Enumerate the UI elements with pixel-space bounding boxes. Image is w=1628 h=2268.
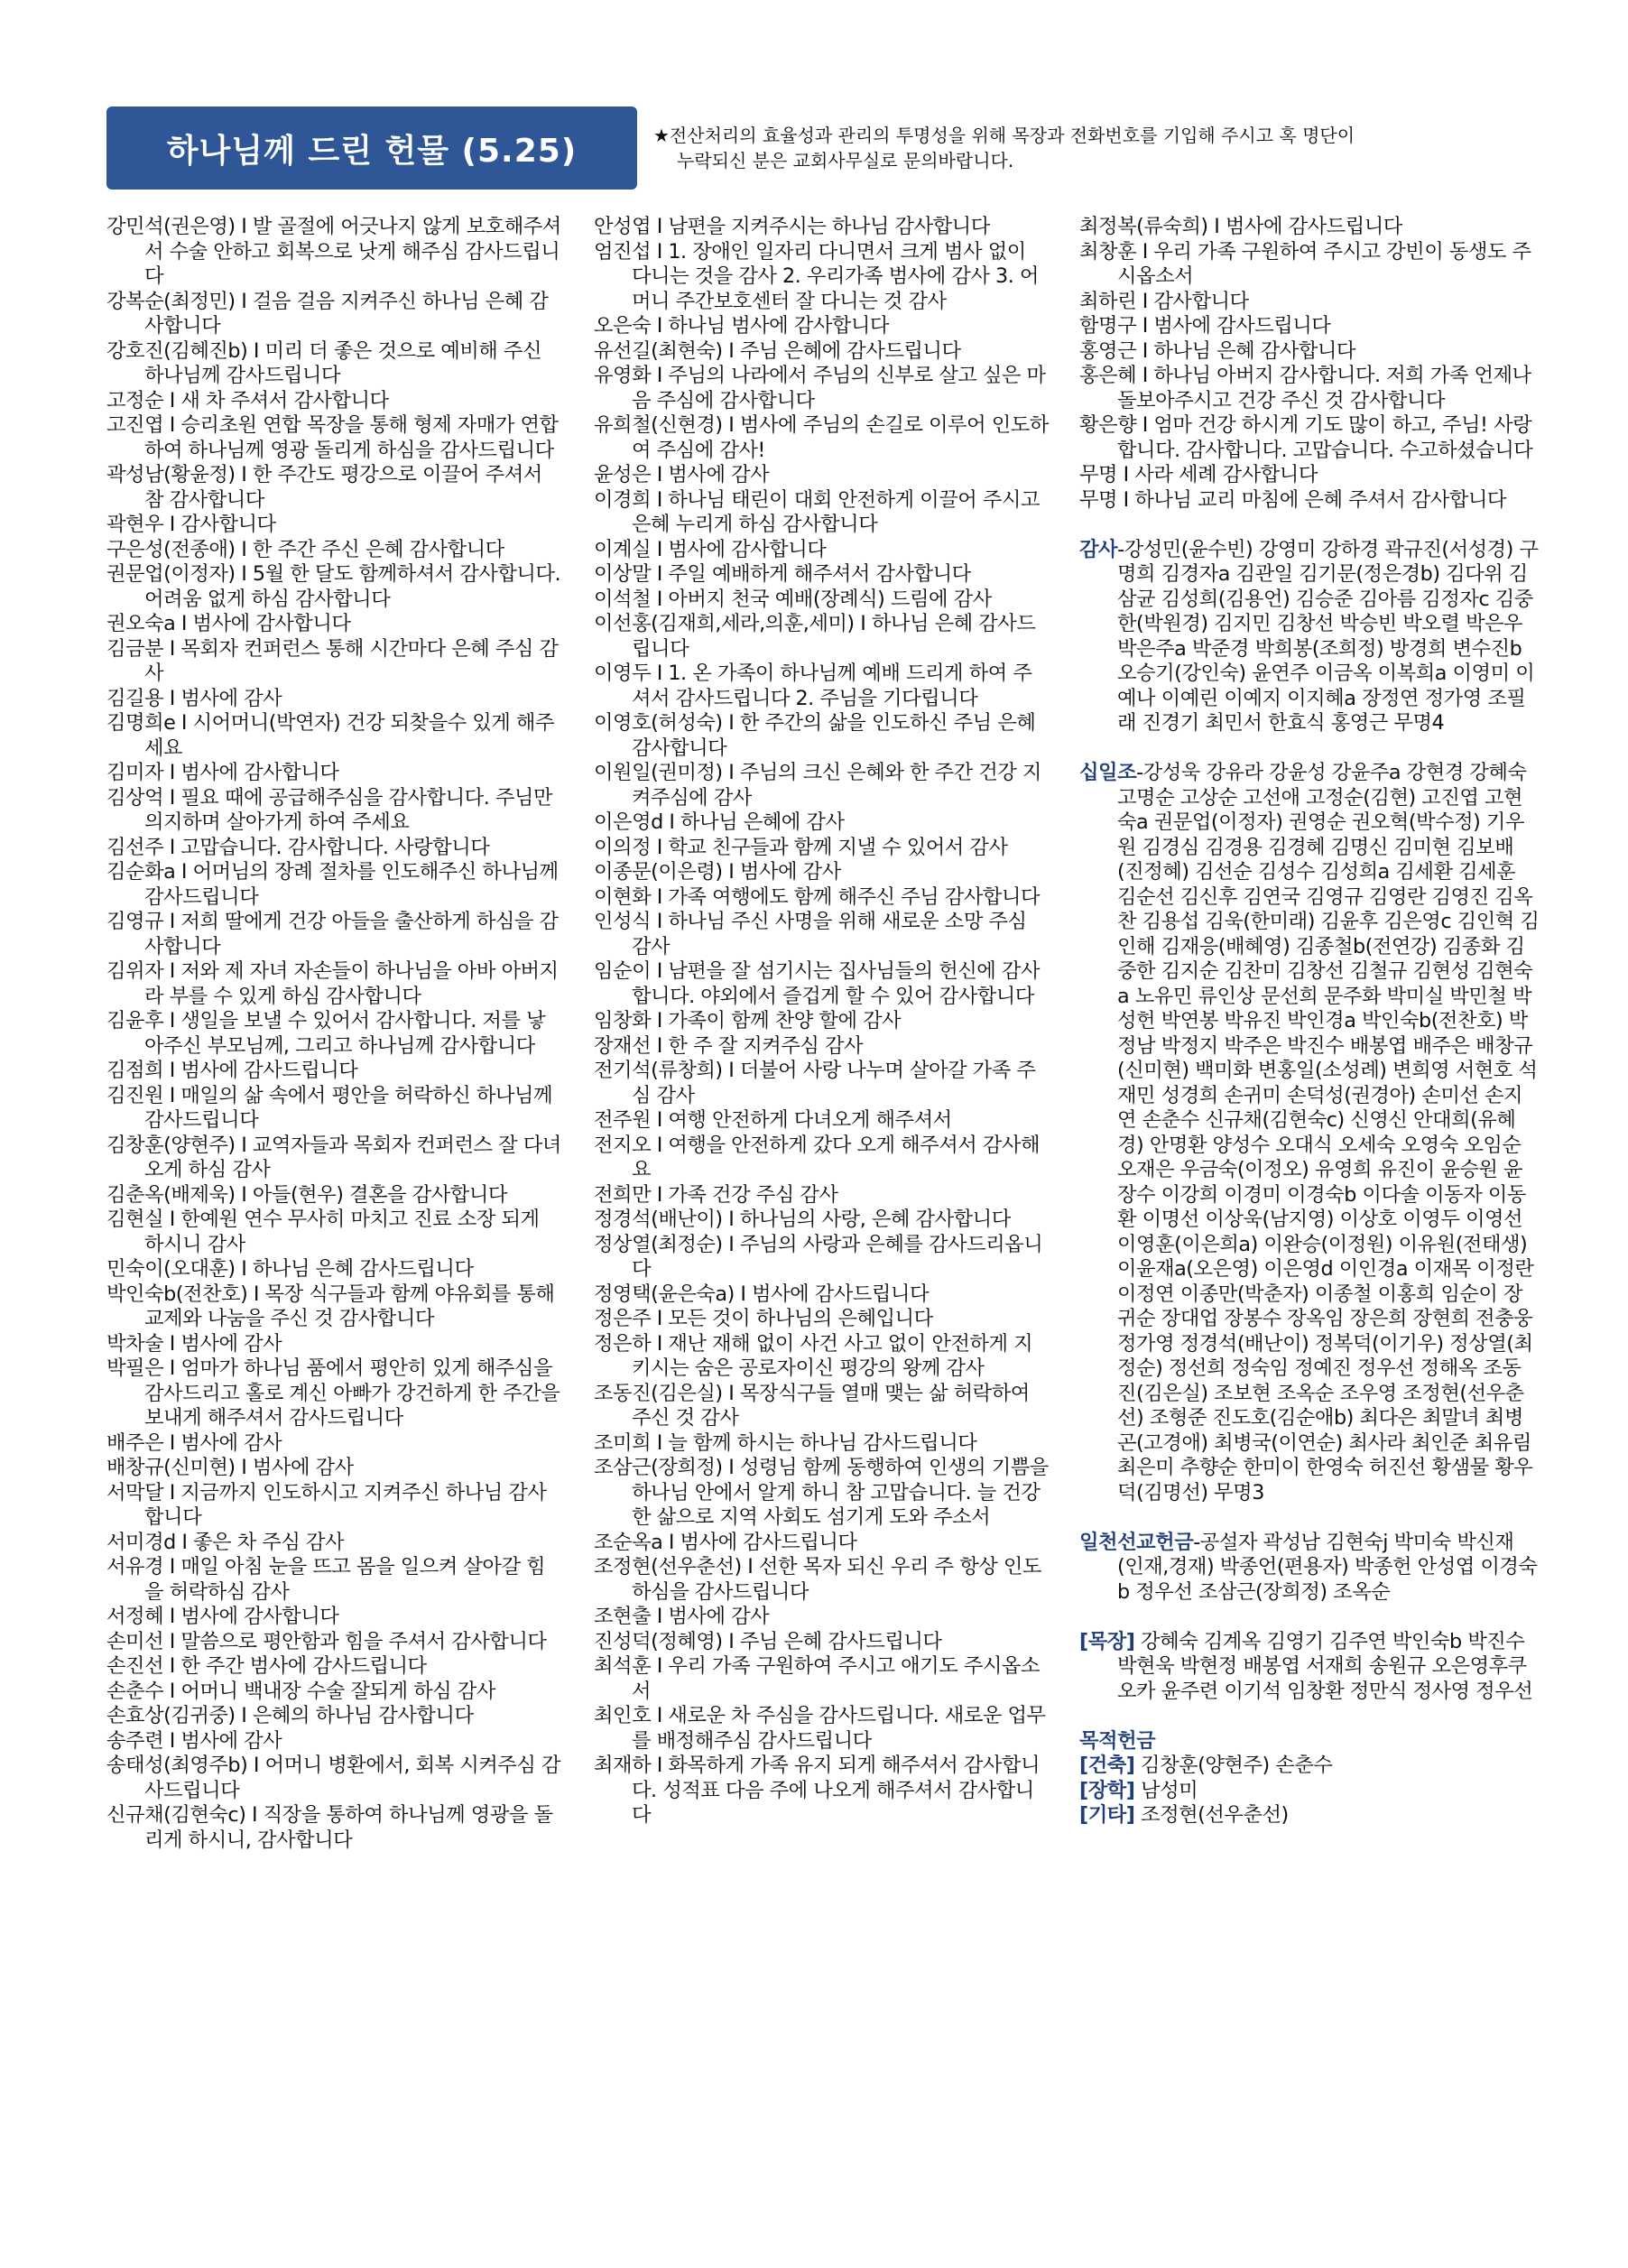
offering-entry: 이종문(이은령) I 범사에 감사 [594, 860, 841, 884]
offering-entry: 김춘옥(배제욱) I 아들(현우) 결혼을 감사합니다 [106, 1182, 507, 1207]
purpose-offering-text: 조정현(선우춘선) [1134, 1803, 1289, 1827]
offering-column-3-entries [1079, 215, 1540, 513]
mission-offering-section [1079, 1531, 1540, 1606]
offering-entry: 김현실 I 한예원 연수 무사히 마치고 진료 소장 되게 하시니 감사 [106, 1208, 540, 1256]
offering-entry: 김순화a I 어머님의 장례 절차를 인도해주신 하나님께 감사드립니다 [106, 860, 559, 909]
offering-entry: 홍영근 I 하나님 은혜 감사합니다 [1079, 338, 1355, 363]
thanks-offering-section [1079, 538, 1540, 736]
offering-entry: 정은주 I 모든 것이 하나님의 은혜입니다 [594, 1307, 933, 1330]
offering-entry: 이은영d I 하나님 은혜에 감사 [594, 810, 845, 834]
offering-entry: 인성식 I 하나님 주신 사명을 위해 새로운 소망 주심 감사 [594, 910, 1027, 958]
offering-entry: 김명희e I 시어머니(박연자) 건강 되찾을수 있게 해주세요 [106, 711, 554, 760]
offering-entry: 조순옥a I 범사에 감사드립니다 [594, 1530, 857, 1554]
offering-entry: 김진원 I 매일의 삶 속에서 평안을 허락하신 하나님께 감사드립니다 [106, 1083, 553, 1132]
offering-entry: 박필은 I 엄마가 하나님 품에서 평안히 있게 해주심을 감사드리고 홀로 계신 아빠가 강건하게 한 주간을 보내게 해주셔서 감사드립니다 [106, 1356, 560, 1430]
offering-entry: 오은숙 I 하나님 범사에 감사합니다 [594, 314, 889, 338]
offering-entry: 전지오 I 여행을 안전하게 갔다 오게 해주셔서 감사해요 [594, 1133, 1041, 1181]
offering-entry: 김선주 I 고맙습니다. 감사합니다. 사랑합니다 [106, 835, 490, 859]
offering-entry: 장재선 I 한 주 잘 지켜주심 감사 [594, 1033, 864, 1058]
offering-entry: 조미희 I 늘 함께 하시는 하나님 감사드립니다 [594, 1430, 977, 1455]
tithe-section [1079, 761, 1540, 1505]
offering-entry: 손미선 I 말씀으로 평안함과 힘을 주셔서 감사합니다 [106, 1629, 547, 1653]
offering-entry: 손효상(김귀중) I 은혜의 하나님 감사합니다 [106, 1704, 474, 1727]
offering-entry: 임순이 I 남편을 잘 섬기시는 집사님들의 헌신에 감사합니다. 야외에서 즐겁게 할 수 있어 감사합니다 [594, 959, 1041, 1008]
offering-entry: 이계실 I 범사에 감사합니다 [594, 537, 827, 561]
offering-entry: 윤성은 I 범사에 감사 [594, 463, 770, 486]
offering-entry: 손진선 I 한 주간 범사에 감사드립니다 [106, 1654, 427, 1678]
offering-entry: 홍은혜 I 하나님 아버지 감사합니다. 저희 가족 언제나 돌보아주시고 건강 주신 것 감사합니다 [1079, 364, 1531, 412]
offering-entry: 전기석(류창희) I 더불어 사랑 나누며 살아갈 가족 주심 감사 [594, 1059, 1036, 1107]
offering-entry: 최정복(류숙희) I 범사에 감사드립니다 [1079, 215, 1402, 238]
notice-line-2: 누락되신 분은 교회사무실로 문의바랍니다. [677, 150, 1014, 171]
offering-entry: 서미경d I 좋은 차 주심 감사 [106, 1530, 345, 1554]
offering-entry: 최창훈 I 우리 가족 구원하여 주시고 강빈이 동생도 주시옵소서 [1079, 239, 1531, 288]
mission-offering-names: -공설자 곽성남 김현숙j 박미숙 박신재(인재,경재) 박종언(편용자) 박종헌 안성엽 이경숙b 정우선 조삼근(장희정) 조옥순 [1117, 1530, 1538, 1604]
offering-entry: 강복순(최정민) I 걸음 걸음 지켜주신 하나님 은혜 감사합니다 [106, 289, 549, 338]
offering-entry: 김창훈(양현주) I 교역자들과 목회자 컨퍼런스 잘 다녀오게 하심 감사 [106, 1133, 561, 1181]
offering-entry: 유희철(신현경) I 범사에 주님의 손길로 이루어 인도하여 주심에 감사! [594, 413, 1049, 462]
offering-entry: 강민석(권은영) I 발 골절에 어긋나지 않게 보호해주셔서 수술 안하고 회복으로 낫게 해주심 감사드립니다 [106, 215, 561, 288]
purpose-offering-tag: [기타] [1079, 1803, 1135, 1827]
offering-entry: 송태성(최영주b) I 어머니 병환에서, 회복 시켜주심 감사드립니다 [106, 1754, 561, 1802]
offering-entry: 김점희 I 범사에 감사드립니다 [106, 1059, 358, 1082]
purpose-offering-heading: 목적헌금 [1079, 1728, 1156, 1753]
offering-entry: 곽성남(황윤정) I 한 주간도 평강으로 이끌어 주셔서 참 감사합니다 [106, 463, 542, 512]
offering-entry: 곽현우 I 감사합니다 [106, 513, 276, 536]
offering-entry: 진성덕(정혜영) I 주님 은혜 감사드립니다 [594, 1629, 942, 1653]
offering-entry: 최하린 I 감사합니다 [1079, 289, 1249, 313]
offering-entry: 이영호(허성숙) I 한 주간의 삶을 인도하신 주님 은혜 감사합니다 [594, 711, 1036, 760]
offering-entry: 전희만 I 가족 건강 주심 감사 [594, 1182, 838, 1207]
offering-entry: 송주련 I 범사에 감사 [106, 1728, 282, 1753]
thanks-offering-label: 감사 [1079, 537, 1118, 561]
offering-entry: 조삼근(장희정) I 성령님 함께 동행하여 인생의 기쁨을 하나님 안에서 알게 하니 참 고맙습니다. 늘 건강한 삶으로 지역 사회도 섬기게 도와 주소서 [594, 1456, 1049, 1529]
purpose-offering-building [1079, 1754, 1540, 1779]
offering-entry: 권오숙a I 범사에 감사합니다 [106, 612, 351, 635]
offering-entry: 정경석(배난이) I 하나님의 사랑, 은혜 감사합니다 [594, 1208, 1011, 1231]
offering-entry: 김미자 I 범사에 감사합니다 [106, 761, 339, 784]
offering-entry: 함명구 I 범사에 감사드립니다 [1079, 314, 1331, 338]
offering-entry: 이원일(권미정) I 주님의 크신 은혜와 한 주간 건강 지켜주심에 감사 [594, 761, 1041, 810]
offering-entry: 김영규 I 저희 딸에게 건강 아들을 출산하게 하심을 감사합니다 [106, 910, 559, 958]
cell-offering-section [1079, 1630, 1540, 1705]
offering-entry: 강호진(김혜진b) I 미리 더 좋은 것으로 예비해 주신 하나님께 감사드립니다 [106, 338, 541, 387]
offering-entry: 엄진섭 I 1. 장애인 일자리 다니면서 크게 범사 없이 다니는 것을 감사 2. 우리가족 범사에 감사 3. 어머니 주간보호센터 잘 다니는 것 감사 [594, 239, 1039, 313]
tithe-names: -강성욱 강유라 강윤성 강윤주a 강현경 강혜숙 고명순 고상순 고선애 고정순(김현) 고진엽 고현숙a 권문업(이정자) 권영순 권오혁(박수정) 기우원 김경심 김경용 김경혜 김명신 김미현 김보배(진정혜) 김선순 김성수 김성희a 김세환 김세훈 김순선 김신후 김연국 김영규 김영란 김영진 김옥찬 김용섭 김욱(한미래) 김윤후 김은영c 김인혁 김인해 김재응(배혜영) 김종철b(전연강) 김종화 김중한 김지순 김찬미 김창선 김철규 김현성 김현숙a 노유민 류인상 문선희 문주화 박미실 박민철 박성헌 박연봉 박유진 박인경a 박인숙b(전찬호) 박정남 박정지 박주은 박진수 배봉엽 배주은 배창규(신미현) 백미화 변홍일(소성례) 변희영 서현호 석재민 성경희 손귀미 손덕성(권경아) 손미선 손지연 손춘수 신규채(김현숙c) 신영신 안대희(유혜경) 안명환 양성수 오대식 오세숙 오영숙 오임순 오재은 우금숙(이정오) 유영희 유진이 윤승원 윤장수 이강희 이경미 이경숙b 이다솔 이동자 이동환 이명선 이상욱(남지영) 이상호 이영두 이영선 이영훈(이은희a) 이완승(이정원) 이유원(전태생) 이윤재a(오은영) 이은영d 이인경a 이재목 이정란 이정연 이종만(박춘자) 이종철 이홍희 임순이 장귀순 장대업 장봉수 장옥임 장은희 장현희 전충웅 정가영 정경석(배난이) 정복덕(이기우) 정상열(최정순) 정선희 정숙임 정예진 정우선 정해옥 조동진(김은실) 조보현 조옥순 조우영 조정현(선우춘선) 조형준 진도호(김순애b) 최다은 최말녀 최병곤(고경애) 최병국(이연순) 최사라 최인준 최유림 최은미 추향순 한미이 한영숙 허진선 황샘물 황우덕(김명선) 무명3 [1117, 761, 1540, 1504]
offering-entry: 조정현(선우춘선) I 선한 목자 되신 우리 주 항상 인도하심을 감사드립니다 [594, 1555, 1041, 1604]
offering-entry: 권문업(이정자) I 5월 한 달도 함께하셔서 감사합니다. 어려움 없게 하심 감사합니다 [106, 562, 561, 611]
notice-line-1: ★전산처리의 효율성과 관리의 투명성을 위해 목장과 전화번호를 기입해 주시고 혹 명단이 [653, 125, 1355, 146]
offering-entry: 신규채(김현숙c) I 직장을 통하여 하나님께 영광을 돌리게 하시니, 감사합니다 [106, 1803, 553, 1852]
offering-entry: 정상열(최정순) I 주님의 사랑과 은혜를 감사드리옵니다 [594, 1232, 1043, 1281]
offering-entry: 이석철 I 아버지 천국 예배(장례식) 드림에 감사 [594, 587, 992, 611]
offering-entry: 정영택(윤은숙a) I 범사에 감사드립니다 [594, 1282, 929, 1306]
offering-entry: 이현화 I 가족 여행에도 함께 해주신 주님 감사합니다 [594, 884, 1041, 909]
offering-entry: 조동진(김은실) I 목장식구들 열매 맺는 삶 허락하여 주신 것 감사 [594, 1381, 1030, 1430]
tithe-label: 십일조 [1079, 761, 1137, 784]
offering-entry: 조현출 I 범사에 감사 [594, 1605, 770, 1628]
purpose-offering-text: 남성미 [1134, 1778, 1198, 1802]
purpose-offering-tag: [장학] [1079, 1778, 1135, 1802]
mission-offering-label: 일천선교헌금 [1079, 1530, 1194, 1554]
offering-entry: 김금분 I 목회자 컨퍼런스 통해 시간마다 은혜 주심 감사 [106, 636, 559, 685]
offering-entry: 황은향 I 엄마 건강 하시게 기도 많이 하고, 주님! 사랑합니다. 감사합니다. 고맙습니다. 수고하셨습니다 [1079, 413, 1533, 462]
notice [653, 123, 1538, 173]
offering-column-2 [594, 215, 1050, 1828]
offering-entry: 김윤후 I 생일을 보낼 수 있어서 감사합니다. 저를 낳아주신 부모님께, 그리고 하나님께 감사합니다 [106, 1009, 546, 1058]
offering-entry: 서유경 I 매일 아침 눈을 뜨고 몸을 일으켜 살아갈 힘을 허락하심 감사 [106, 1555, 546, 1604]
offering-entry: 이상말 I 주일 예배하게 해주셔서 감사합니다 [594, 562, 971, 586]
offering-entry: 구은성(전종애) I 한 주간 주신 은혜 감사합니다 [106, 537, 504, 561]
offering-entry: 김길용 I 범사에 감사 [106, 686, 282, 710]
purpose-offering-scholarship [1079, 1779, 1540, 1804]
offering-entry: 배창규(신미현) I 범사에 감사 [106, 1456, 354, 1479]
page-title: 하나님께 드린 헌물 (5.25) [166, 132, 578, 170]
offering-entry: 이선홍(김재희,세라,의훈,세미) I 하나님 은혜 감사드립니다 [594, 612, 1036, 661]
offering-entry: 김위자 I 저와 제 자녀 자손들이 하나님을 아바 아버지라 부를 수 있게 하심 감사합니다 [106, 959, 559, 1008]
offering-entry: 박차술 I 범사에 감사 [106, 1331, 282, 1356]
purpose-offering-other [1079, 1803, 1540, 1828]
offering-entry: 이영두 I 1. 온 가족이 하나님께 예배 드리게 하여 주셔서 감사드립니다 2. 주님을 기다립니다 [594, 662, 1032, 710]
offering-entry: 정은하 I 재난 재해 없이 사건 사고 없이 안전하게 지키시는 숨은 공로자이신 평강의 왕께 감사 [594, 1331, 1033, 1380]
title-banner [106, 106, 637, 190]
offering-entry: 안성엽 I 남편을 지켜주시는 하나님 감사합니다 [594, 215, 990, 238]
offering-entry: 고진엽 I 승리초원 연합 목장을 통해 형제 자매가 연합하여 하나님께 영광 돌리게 하심을 감사드립니다 [106, 413, 559, 462]
offering-column-3 [1079, 215, 1540, 1828]
offering-entry: 무명 I 하나님 교리 마침에 은혜 주셔서 감사합니다 [1079, 487, 1506, 512]
offering-entry: 전주원 I 여행 안전하게 다녀오게 해주셔서 [594, 1108, 952, 1132]
offering-entry: 최인호 I 새로운 차 주심을 감사드립니다. 새로운 업무를 배정해주심 감사드립니다 [594, 1704, 1046, 1753]
offering-entry: 박인숙b(전찬호) I 목장 식구들과 함께 야유회를 통해 교제와 나눔을 주신 것 감사합니다 [106, 1282, 555, 1330]
offering-entry: 고정순 I 새 차 주셔서 감사합니다 [106, 388, 389, 412]
offering-entry: 이의정 I 학교 친구들과 함께 지낼 수 있어서 감사 [594, 835, 1008, 859]
cell-offering-names: 강혜숙 김계옥 김영기 김주연 박인숙b 박진수 박현욱 박현정 배봉엽 서재희 송원규 오은영후쿠오카 윤주련 이기석 임창환 정만식 정사영 정우선 [1117, 1629, 1533, 1703]
offering-entry: 배주은 I 범사에 감사 [106, 1430, 282, 1455]
offering-entry: 서막달 I 지금까지 인도하시고 지켜주신 하나님 감사합니다 [106, 1480, 547, 1529]
offering-entry: 손춘수 I 어머니 백내장 수술 잘되게 하심 감사 [106, 1679, 495, 1703]
offering-entry: 유영화 I 주님의 나라에서 주님의 신부로 살고 싶은 마음 주심에 감사합니다 [594, 364, 1046, 412]
offering-column-1 [106, 215, 562, 1853]
offering-entry: 최석훈 I 우리 가족 구원하여 주시고 애기도 주시옵소서 [594, 1654, 1041, 1703]
offering-entry: 김상억 I 필요 때에 공급해주심을 감사합니다. 주님만 의지하며 살아가게 하여 주세요 [106, 785, 553, 834]
offering-entry: 이경희 I 하나님 태린이 대회 안전하게 이끌어 주시고 은혜 누리게 하심 감사합니다 [594, 487, 1041, 536]
offering-entry: 서정혜 I 범사에 감사합니다 [106, 1605, 339, 1628]
purpose-offering-tag: [건축] [1079, 1754, 1135, 1777]
offering-entry: 민숙이(오대훈) I 하나님 은혜 감사드립니다 [106, 1257, 474, 1281]
thanks-offering-names: -강성민(윤수빈) 강영미 강하경 곽규진(서성경) 구명희 김경자a 김관일 김기문(정은경b) 김다위 김삼균 김성희(김용언) 김승준 김아름 김정자c 김중한(박원경) 김지민 김창선 박승빈 박오렬 박은우 박은주a 박준경 박희봉(조희정) 방경희 변수진b 오승기(강인숙) 윤연주 이금옥 이복희a 이영미 이예나 이예린 이예지 이지혜a 장정연 정가영 조필래 진경기 최민서 한효식 홍영근 무명4 [1117, 537, 1539, 735]
offering-entry: 임창화 I 가족이 함께 찬양 할에 감사 [594, 1009, 902, 1032]
cell-offering-label: [목장] [1079, 1629, 1135, 1653]
offering-entry: 무명 I 사라 세례 감사합니다 [1079, 463, 1318, 486]
purpose-offering-text: 김창훈(양현주) 손춘수 [1134, 1754, 1333, 1777]
offering-entry: 최재하 I 화목하게 가족 유지 되게 해주셔서 감사합니다. 성적표 다음 주에 나오게 해주셔서 감사합니다 [594, 1754, 1041, 1827]
offering-entry: 유선길(최현숙) I 주님 은혜에 감사드립니다 [594, 338, 961, 363]
